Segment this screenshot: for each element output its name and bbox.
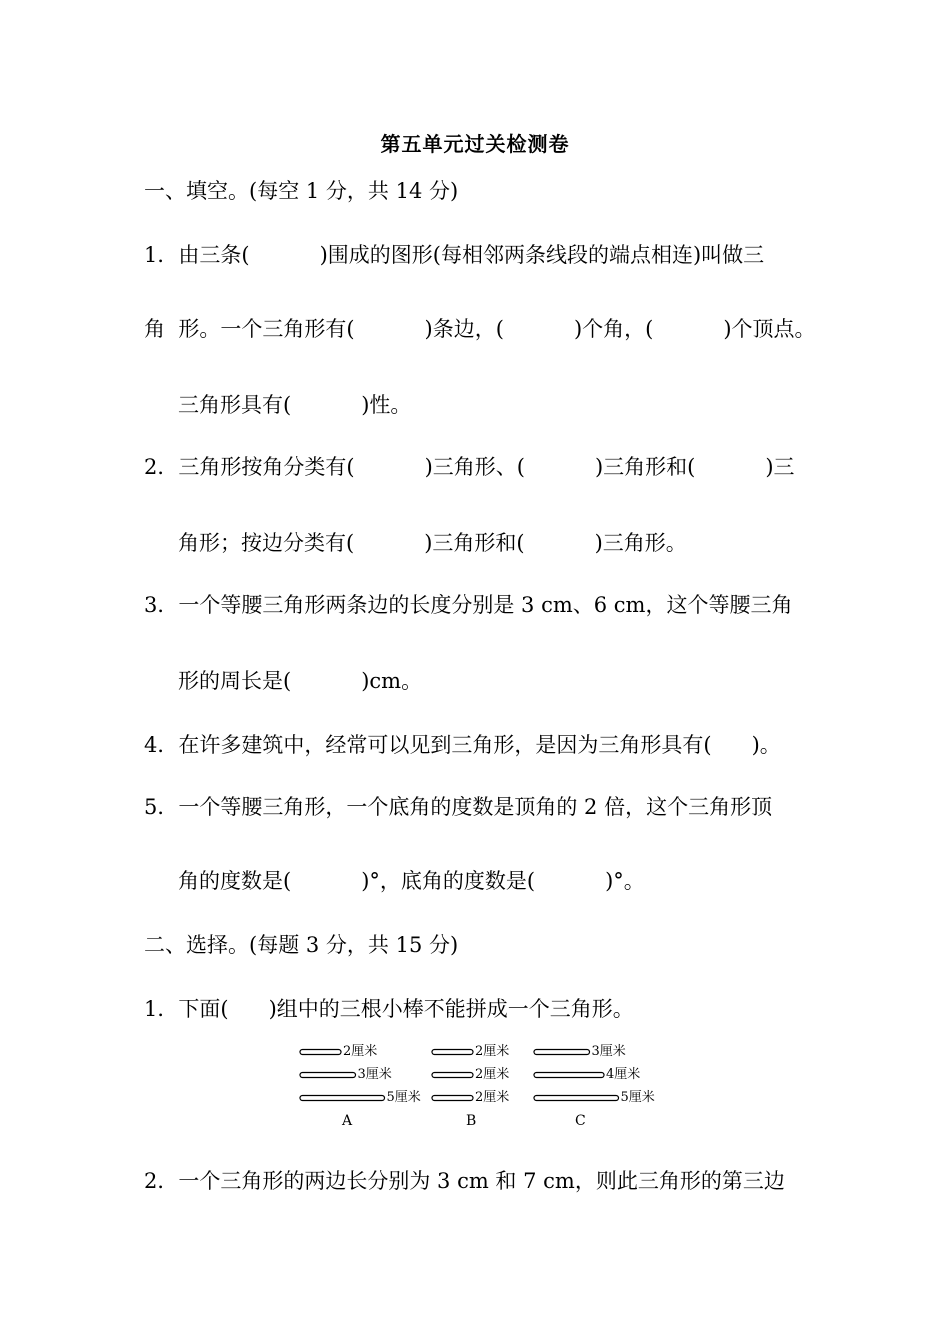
- question-1-1-line-2: [144, 314, 816, 344]
- option-label-a: A: [342, 1113, 353, 1129]
- question-number: 1．: [144, 243, 179, 267]
- question-1-1: [144, 240, 764, 270]
- question-text: 在许多建筑中，经常可以见到三角形，是因为三角形具有(: [178, 733, 712, 757]
- question-1-3-line-2: [178, 666, 422, 696]
- stick-length-label: 2厘米: [475, 1044, 510, 1059]
- question-number: 3．: [144, 593, 179, 617]
- question-text: )三角形、(: [424, 455, 525, 479]
- question-text: )条边，(: [424, 317, 504, 341]
- stick-b-1: [432, 1050, 473, 1055]
- question-text: )。: [751, 733, 781, 757]
- question-1-2: [144, 452, 795, 482]
- stick-a-3: [300, 1096, 385, 1101]
- question-text: 一个等腰三角形，一个底角的度数是顶角的 2 倍，这个三角形顶: [178, 795, 773, 819]
- question-text: 形的周长是(: [178, 669, 292, 693]
- stick-c-3: [534, 1096, 619, 1101]
- question-text: 三角形具有(: [178, 393, 292, 417]
- stick-a-2: [300, 1073, 356, 1078]
- stick-c-2: [534, 1073, 604, 1078]
- question-1-3: [144, 590, 792, 620]
- question-text: 角形；按边分类有(: [178, 531, 355, 555]
- stick-b-2: [432, 1073, 473, 1078]
- stick-b-3: [432, 1096, 473, 1101]
- question-1-5-line-2: [178, 866, 645, 896]
- question-2-1: [144, 994, 634, 1024]
- question-2-2: [144, 1166, 785, 1196]
- stick-length-label: 2厘米: [475, 1067, 510, 1082]
- question-text: 角的度数是(: [178, 869, 292, 893]
- question-text: )三角形和(: [594, 455, 696, 479]
- stick-length-label: 2厘米: [343, 1044, 378, 1059]
- option-label-b: B: [466, 1113, 477, 1129]
- question-text: 一个等腰三角形两条边的长度分别是 3 cm、6 cm，这个等腰三角: [178, 593, 793, 617]
- question-text: )三角形。: [594, 531, 687, 555]
- question-number: 4．: [144, 733, 179, 757]
- stick-a-1: [300, 1050, 341, 1055]
- stick-length-label: 3厘米: [591, 1044, 626, 1059]
- question-1-2-line-2: [178, 528, 687, 558]
- stick-length-label: 2厘米: [475, 1090, 510, 1105]
- option-label-c: C: [575, 1113, 586, 1129]
- stick-length-label: 5厘米: [620, 1090, 655, 1105]
- question-text: 角 形。一个三角形有(: [144, 317, 355, 341]
- page-title: 第五单元过关检测卷: [380, 132, 570, 156]
- question-text: )cm。: [361, 669, 423, 693]
- question-text: 三角形按角分类有(: [178, 455, 355, 479]
- stick-length-label: 4厘米: [606, 1067, 641, 1082]
- question-text: )°。: [605, 869, 645, 893]
- question-text: 由三条(: [178, 243, 250, 267]
- question-text: )个顶点。: [723, 317, 816, 341]
- question-text: )组中的三根小棒不能拼成一个三角形。: [268, 997, 634, 1021]
- question-1-4: [144, 730, 781, 760]
- question-1-5: [144, 792, 772, 822]
- question-text: )围成的图形(每相邻两条线段的端点相连)叫做三: [319, 243, 765, 267]
- section-2-heading: 二、选择。(每题 3 分，共 15 分): [144, 933, 459, 957]
- stick-c-1: [534, 1050, 590, 1055]
- stick-length-label: 3厘米: [357, 1067, 392, 1082]
- question-number: 1．: [144, 997, 179, 1021]
- question-text: 一个三角形的两边长分别为 3 cm 和 7 cm，则此三角形的第三边: [178, 1169, 785, 1193]
- question-text: )°，底角的度数是(: [361, 869, 536, 893]
- question-text: 下面(: [178, 997, 229, 1021]
- question-text: )性。: [361, 393, 412, 417]
- question-text: )个角，(: [573, 317, 654, 341]
- question-number: 5．: [144, 795, 179, 819]
- question-number: 2．: [144, 455, 179, 479]
- question-text: )三角形和(: [424, 531, 525, 555]
- section-1-heading: 一、填空。(每空 1 分，共 14 分): [144, 179, 459, 203]
- question-1-1-line-3: [178, 390, 411, 420]
- question-number: 2．: [144, 1169, 179, 1193]
- stick-length-label: 5厘米: [386, 1090, 421, 1105]
- question-text: )三: [765, 455, 795, 479]
